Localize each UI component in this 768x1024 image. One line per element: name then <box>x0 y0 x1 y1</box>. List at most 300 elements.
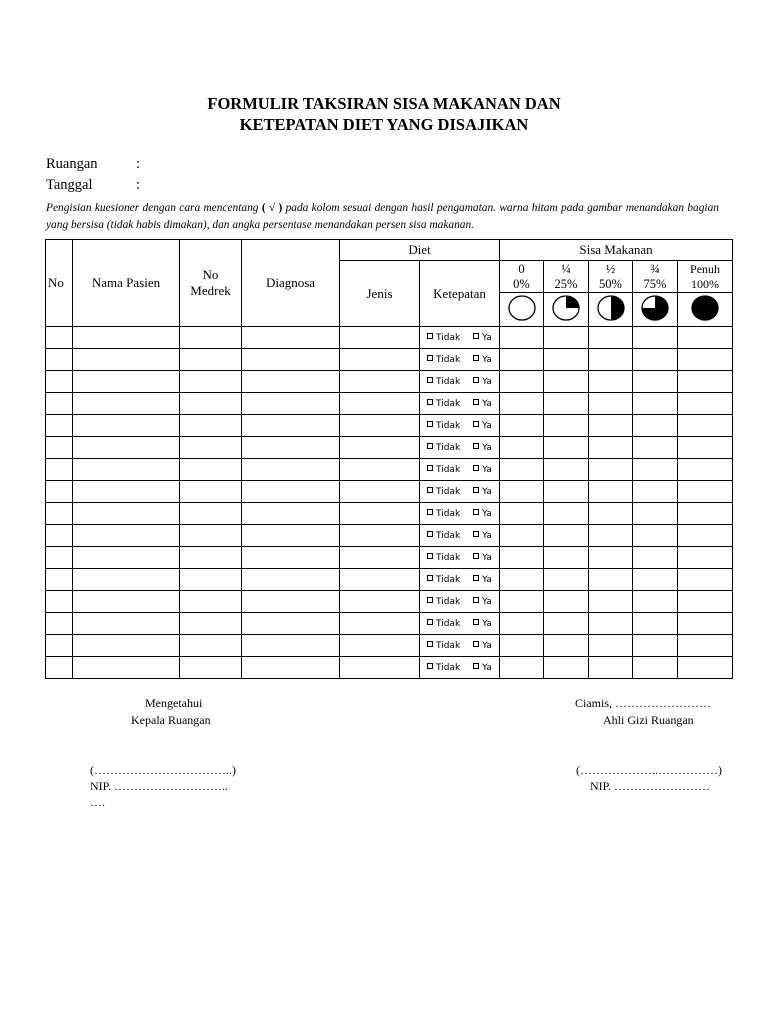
cell-sisa-50[interactable] <box>589 415 633 437</box>
tidak-checkbox[interactable] <box>427 465 433 471</box>
ya-label: Ya <box>482 552 492 563</box>
ya-checkbox[interactable] <box>473 465 479 471</box>
sisa-level-25: ¼ 25% <box>544 261 589 293</box>
table-row <box>46 547 733 569</box>
cell-no[interactable] <box>46 481 73 503</box>
cell-sisa-25[interactable] <box>544 481 589 503</box>
pie-50-cell <box>589 293 633 327</box>
cell-no[interactable] <box>46 635 73 657</box>
cell-no-medrek[interactable] <box>180 437 242 459</box>
cell-sisa-75[interactable] <box>633 349 678 371</box>
ya-checkbox[interactable] <box>473 641 479 647</box>
tidak-checkbox[interactable] <box>427 597 433 603</box>
table-row <box>46 525 733 547</box>
ya-checkbox[interactable] <box>473 531 479 537</box>
table-row <box>46 327 733 349</box>
ya-checkbox[interactable] <box>473 597 479 603</box>
cell-jenis[interactable] <box>340 657 420 679</box>
cell-sisa-100[interactable] <box>678 613 733 635</box>
cell-no[interactable] <box>46 371 73 393</box>
tidak-checkbox[interactable] <box>427 509 433 515</box>
cell-sisa-100[interactable] <box>678 371 733 393</box>
cell-diagnosa[interactable] <box>242 657 340 679</box>
cell-nama-pasien[interactable] <box>73 415 180 437</box>
pie-fill <box>611 296 624 320</box>
cell-no[interactable] <box>46 503 73 525</box>
header-diet: Diet <box>340 240 500 261</box>
cell-sisa-75[interactable] <box>633 525 678 547</box>
cell-sisa-25[interactable] <box>544 415 589 437</box>
cell-sisa-75[interactable] <box>633 393 678 415</box>
header-jenis: Jenis <box>340 261 420 327</box>
cell-sisa-25[interactable] <box>544 459 589 481</box>
cell-nama-pasien[interactable] <box>73 349 180 371</box>
tidak-checkbox[interactable] <box>427 531 433 537</box>
cell-nama-pasien[interactable] <box>73 547 180 569</box>
tanggal-colon: : <box>136 177 141 193</box>
pie-0-cell <box>500 293 544 327</box>
cell-sisa-0[interactable] <box>500 327 544 349</box>
cell-diagnosa[interactable] <box>242 481 340 503</box>
cell-sisa-25[interactable] <box>544 657 589 679</box>
header-no-medrek: No Medrek <box>180 240 242 327</box>
cell-sisa-75[interactable] <box>633 481 678 503</box>
cell-no-medrek[interactable] <box>180 371 242 393</box>
tidak-label: Tidak <box>436 618 461 629</box>
table-row <box>46 415 733 437</box>
header-nama-pasien: Nama Pasien <box>73 240 180 327</box>
cell-sisa-25[interactable] <box>544 635 589 657</box>
cell-sisa-0[interactable] <box>500 503 544 525</box>
ya-checkbox[interactable] <box>473 575 479 581</box>
ya-label: Ya <box>482 574 492 585</box>
ya-checkbox[interactable] <box>473 509 479 515</box>
cell-ketepatan <box>420 503 500 525</box>
pie-0-icon <box>506 294 538 322</box>
cell-no-medrek[interactable] <box>180 569 242 591</box>
cell-sisa-100[interactable] <box>678 415 733 437</box>
sisa-level-75: ¾ 75% <box>633 261 678 293</box>
cell-ketepatan <box>420 569 500 591</box>
cell-sisa-25[interactable] <box>544 503 589 525</box>
cell-sisa-75[interactable] <box>633 327 678 349</box>
cell-sisa-75[interactable] <box>633 437 678 459</box>
ya-label: Ya <box>482 508 492 519</box>
ya-label: Ya <box>482 596 492 607</box>
pie-75-cell <box>633 293 678 327</box>
cell-sisa-0[interactable] <box>500 349 544 371</box>
sisa-level-100: Penuh 100% <box>678 261 733 293</box>
pie-100-cell <box>678 293 733 327</box>
tidak-label: Tidak <box>436 486 461 497</box>
tidak-checkbox[interactable] <box>427 399 433 405</box>
table-row <box>46 613 733 635</box>
cell-sisa-50[interactable] <box>589 437 633 459</box>
tidak-checkbox[interactable] <box>427 641 433 647</box>
tidak-label: Tidak <box>436 508 461 519</box>
cell-sisa-100[interactable] <box>678 327 733 349</box>
cell-sisa-100[interactable] <box>678 569 733 591</box>
ya-checkbox[interactable] <box>473 333 479 339</box>
cell-nama-pasien[interactable] <box>73 459 180 481</box>
cell-sisa-50[interactable] <box>589 635 633 657</box>
cell-sisa-100[interactable] <box>678 437 733 459</box>
cell-sisa-75[interactable] <box>633 569 678 591</box>
cell-sisa-0[interactable] <box>500 525 544 547</box>
table-row <box>46 349 733 371</box>
header-diagnosa: Diagnosa <box>242 240 340 327</box>
tidak-label: Tidak <box>436 354 461 365</box>
tidak-label: Tidak <box>436 596 461 607</box>
cell-jenis[interactable] <box>340 415 420 437</box>
ya-checkbox[interactable] <box>473 355 479 361</box>
cell-sisa-75[interactable] <box>633 415 678 437</box>
ya-label: Ya <box>482 420 492 431</box>
cell-jenis[interactable] <box>340 327 420 349</box>
cell-nama-pasien[interactable] <box>73 635 180 657</box>
cell-nama-pasien[interactable] <box>73 591 180 613</box>
cell-no-medrek[interactable] <box>180 547 242 569</box>
cell-sisa-25[interactable] <box>544 569 589 591</box>
ya-checkbox[interactable] <box>473 443 479 449</box>
cell-no[interactable] <box>46 327 73 349</box>
cell-no-medrek[interactable] <box>180 613 242 635</box>
tidak-label: Tidak <box>436 552 461 563</box>
cell-jenis[interactable] <box>340 459 420 481</box>
tidak-label: Tidak <box>436 530 461 541</box>
cell-nama-pasien[interactable] <box>73 503 180 525</box>
right-sign-place-date: Ciamis, …………………… <box>575 696 712 710</box>
cell-sisa-75[interactable] <box>633 591 678 613</box>
ya-checkbox[interactable] <box>473 553 479 559</box>
cell-sisa-0[interactable] <box>500 415 544 437</box>
cell-diagnosa[interactable] <box>242 437 340 459</box>
sisa-level-50: ½ 50% <box>589 261 633 293</box>
right-sign-title: Ahli Gizi Ruangan <box>603 713 694 727</box>
cell-ketepatan <box>420 327 500 349</box>
cell-sisa-0[interactable] <box>500 371 544 393</box>
cell-sisa-100[interactable] <box>678 657 733 679</box>
tidak-label: Tidak <box>436 574 461 585</box>
cell-ketepatan <box>420 613 500 635</box>
cell-sisa-100[interactable] <box>678 635 733 657</box>
cell-diagnosa[interactable] <box>242 349 340 371</box>
cell-sisa-0[interactable] <box>500 437 544 459</box>
cell-no-medrek[interactable] <box>180 635 242 657</box>
cell-diagnosa[interactable] <box>242 459 340 481</box>
cell-no-medrek[interactable] <box>180 349 242 371</box>
cell-sisa-0[interactable] <box>500 657 544 679</box>
ya-label: Ya <box>482 530 492 541</box>
cell-sisa-0[interactable] <box>500 569 544 591</box>
ya-label: Ya <box>482 486 492 497</box>
cell-nama-pasien[interactable] <box>73 393 180 415</box>
ya-checkbox[interactable] <box>473 663 479 669</box>
header-ketepatan: Ketepatan <box>420 261 500 327</box>
tidak-checkbox[interactable] <box>427 575 433 581</box>
ya-label: Ya <box>482 640 492 651</box>
ya-checkbox[interactable] <box>473 421 479 427</box>
table-row <box>46 569 733 591</box>
cell-diagnosa[interactable] <box>242 371 340 393</box>
cell-no-medrek[interactable] <box>180 657 242 679</box>
cell-sisa-0[interactable] <box>500 613 544 635</box>
cell-sisa-25[interactable] <box>544 371 589 393</box>
cell-jenis[interactable] <box>340 635 420 657</box>
ya-label: Ya <box>482 398 492 409</box>
table-row <box>46 459 733 481</box>
cell-nama-pasien[interactable] <box>73 657 180 679</box>
cell-sisa-25[interactable] <box>544 547 589 569</box>
tidak-label: Tidak <box>436 398 461 409</box>
cell-sisa-25[interactable] <box>544 327 589 349</box>
cell-diagnosa[interactable] <box>242 569 340 591</box>
cell-sisa-50[interactable] <box>589 371 633 393</box>
cell-sisa-0[interactable] <box>500 547 544 569</box>
cell-nama-pasien[interactable] <box>73 437 180 459</box>
sisa-level-0: 0 0% <box>500 261 544 293</box>
cell-nama-pasien[interactable] <box>73 525 180 547</box>
cell-diagnosa[interactable] <box>242 591 340 613</box>
tidak-label: Tidak <box>436 332 461 343</box>
cell-ketepatan <box>420 371 500 393</box>
cell-ketepatan <box>420 481 500 503</box>
ruangan-colon: : <box>136 156 141 172</box>
cell-diagnosa[interactable] <box>242 635 340 657</box>
tidak-checkbox[interactable] <box>427 443 433 449</box>
cell-sisa-100[interactable] <box>678 591 733 613</box>
cell-sisa-100[interactable] <box>678 459 733 481</box>
table-row <box>46 437 733 459</box>
cell-no-medrek[interactable] <box>180 591 242 613</box>
ya-label: Ya <box>482 464 492 475</box>
cell-sisa-75[interactable] <box>633 635 678 657</box>
tidak-label: Tidak <box>436 640 461 651</box>
cell-ketepatan <box>420 437 500 459</box>
tidak-label: Tidak <box>436 662 461 673</box>
cell-ketepatan <box>420 591 500 613</box>
tidak-checkbox[interactable] <box>427 377 433 383</box>
cell-sisa-100[interactable] <box>678 481 733 503</box>
ya-checkbox[interactable] <box>473 487 479 493</box>
header-sisa-makanan: Sisa Makanan <box>500 240 733 261</box>
table-row <box>46 591 733 613</box>
cell-no[interactable] <box>46 437 73 459</box>
left-sign-line1: Mengetahui <box>145 696 203 710</box>
tidak-checkbox[interactable] <box>427 355 433 361</box>
food-waste-table <box>45 239 733 679</box>
tidak-label: Tidak <box>436 376 461 387</box>
ruangan-label: Ruangan <box>46 156 98 172</box>
right-sign-name: (………………..……………) <box>576 763 722 777</box>
tidak-checkbox[interactable] <box>427 333 433 339</box>
left-sign-nip-cont: …. <box>90 795 105 809</box>
cell-sisa-50[interactable] <box>589 503 633 525</box>
cell-jenis[interactable] <box>340 569 420 591</box>
tidak-checkbox[interactable] <box>427 553 433 559</box>
cell-sisa-0[interactable] <box>500 459 544 481</box>
cell-sisa-25[interactable] <box>544 349 589 371</box>
cell-ketepatan <box>420 349 500 371</box>
table-row <box>46 657 733 679</box>
cell-no[interactable] <box>46 591 73 613</box>
ya-label: Ya <box>482 354 492 365</box>
cell-diagnosa[interactable] <box>242 525 340 547</box>
cell-sisa-75[interactable] <box>633 503 678 525</box>
cell-sisa-100[interactable] <box>678 503 733 525</box>
form-title-line1: FORMULIR TAKSIRAN SISA MAKANAN DAN <box>207 94 561 113</box>
tanggal-label: Tanggal <box>46 177 93 193</box>
cell-jenis[interactable] <box>340 393 420 415</box>
cell-no-medrek[interactable] <box>180 393 242 415</box>
cell-sisa-75[interactable] <box>633 613 678 635</box>
cell-sisa-75[interactable] <box>633 459 678 481</box>
cell-no-medrek[interactable] <box>180 525 242 547</box>
cell-ketepatan <box>420 657 500 679</box>
pie-25-icon <box>550 294 582 322</box>
cell-sisa-75[interactable] <box>633 547 678 569</box>
checkmark-symbol: ( √ ) <box>261 202 283 214</box>
cell-no[interactable] <box>46 393 73 415</box>
cell-sisa-100[interactable] <box>678 393 733 415</box>
cell-sisa-50[interactable] <box>589 591 633 613</box>
cell-ketepatan <box>420 415 500 437</box>
tidak-checkbox[interactable] <box>427 487 433 493</box>
table-row <box>46 393 733 415</box>
cell-no[interactable] <box>46 569 73 591</box>
cell-no[interactable] <box>46 613 73 635</box>
cell-sisa-50[interactable] <box>589 547 633 569</box>
cell-sisa-50[interactable] <box>589 393 633 415</box>
cell-sisa-75[interactable] <box>633 371 678 393</box>
form-title-line2: KETEPATAN DIET YANG DISAJIKAN <box>239 115 529 134</box>
pie-25-cell <box>544 293 589 327</box>
tidak-checkbox[interactable] <box>427 421 433 427</box>
cell-diagnosa[interactable] <box>242 415 340 437</box>
ya-checkbox[interactable] <box>473 399 479 405</box>
cell-sisa-25[interactable] <box>544 393 589 415</box>
cell-jenis[interactable] <box>340 613 420 635</box>
tidak-checkbox[interactable] <box>427 663 433 669</box>
cell-no[interactable] <box>46 415 73 437</box>
cell-sisa-25[interactable] <box>544 613 589 635</box>
cell-sisa-50[interactable] <box>589 525 633 547</box>
cell-ketepatan <box>420 635 500 657</box>
cell-jenis[interactable] <box>340 349 420 371</box>
cell-sisa-0[interactable] <box>500 591 544 613</box>
cell-sisa-0[interactable] <box>500 635 544 657</box>
cell-no-medrek[interactable] <box>180 503 242 525</box>
cell-sisa-50[interactable] <box>589 459 633 481</box>
cell-ketepatan <box>420 525 500 547</box>
cell-sisa-25[interactable] <box>544 525 589 547</box>
table-row <box>46 481 733 503</box>
cell-sisa-50[interactable] <box>589 349 633 371</box>
instruction-text: Pengisian kuesioner dengan cara mencentang ( √ ) pada kolom sesuai dengan hasil pengamatan. warna hitam pada gambar menandakan bagian yang bersisa (tidak habis dimakan), dan angka persentase menandakan persen sisa makanan. <box>46 202 719 231</box>
cell-sisa-50[interactable] <box>589 327 633 349</box>
cell-no-medrek[interactable] <box>180 481 242 503</box>
cell-sisa-100[interactable] <box>678 547 733 569</box>
tidak-label: Tidak <box>436 464 461 475</box>
pie-outline <box>692 296 718 320</box>
tidak-checkbox[interactable] <box>427 619 433 625</box>
right-sign-nip: NIP. …………………… <box>590 779 711 793</box>
table-row <box>46 371 733 393</box>
ya-checkbox[interactable] <box>473 377 479 383</box>
cell-no[interactable] <box>46 349 73 371</box>
cell-jenis[interactable] <box>340 525 420 547</box>
cell-diagnosa[interactable] <box>242 327 340 349</box>
cell-sisa-50[interactable] <box>589 569 633 591</box>
cell-jenis[interactable] <box>340 371 420 393</box>
pie-outline <box>509 296 535 320</box>
ya-label: Ya <box>482 332 492 343</box>
cell-sisa-50[interactable] <box>589 657 633 679</box>
cell-sisa-100[interactable] <box>678 525 733 547</box>
cell-sisa-0[interactable] <box>500 481 544 503</box>
cell-sisa-100[interactable] <box>678 349 733 371</box>
table-row <box>46 635 733 657</box>
ya-label: Ya <box>482 376 492 387</box>
cell-nama-pasien[interactable] <box>73 371 180 393</box>
cell-diagnosa[interactable] <box>242 613 340 635</box>
cell-no-medrek[interactable] <box>180 415 242 437</box>
tidak-label: Tidak <box>436 420 461 431</box>
cell-ketepatan <box>420 547 500 569</box>
ya-checkbox[interactable] <box>473 619 479 625</box>
pie-75-icon <box>639 294 671 322</box>
left-sign-name: (……………………………..) <box>90 763 236 777</box>
cell-jenis[interactable] <box>340 547 420 569</box>
cell-no-medrek[interactable] <box>180 459 242 481</box>
cell-jenis[interactable] <box>340 591 420 613</box>
cell-nama-pasien[interactable] <box>73 481 180 503</box>
cell-no[interactable] <box>46 525 73 547</box>
table-body <box>46 327 733 679</box>
header-no: No <box>46 240 73 327</box>
cell-sisa-0[interactable] <box>500 393 544 415</box>
ya-label: Ya <box>482 442 492 453</box>
ya-label: Ya <box>482 618 492 629</box>
cell-no[interactable] <box>46 547 73 569</box>
ya-label: Ya <box>482 662 492 673</box>
cell-no[interactable] <box>46 459 73 481</box>
cell-no[interactable] <box>46 657 73 679</box>
cell-sisa-50[interactable] <box>589 481 633 503</box>
cell-sisa-50[interactable] <box>589 613 633 635</box>
cell-sisa-25[interactable] <box>544 437 589 459</box>
cell-ketepatan <box>420 459 500 481</box>
cell-diagnosa[interactable] <box>242 393 340 415</box>
cell-no-medrek[interactable] <box>180 327 242 349</box>
cell-diagnosa[interactable] <box>242 547 340 569</box>
tidak-label: Tidak <box>436 442 461 453</box>
cell-jenis[interactable] <box>340 437 420 459</box>
cell-diagnosa[interactable] <box>242 503 340 525</box>
cell-nama-pasien[interactable] <box>73 613 180 635</box>
cell-nama-pasien[interactable] <box>73 327 180 349</box>
left-sign-title: Kepala Ruangan <box>131 713 211 727</box>
cell-jenis[interactable] <box>340 481 420 503</box>
pie-100-icon <box>689 294 721 322</box>
cell-sisa-75[interactable] <box>633 657 678 679</box>
tanggal-field <box>46 177 141 194</box>
cell-jenis[interactable] <box>340 503 420 525</box>
cell-ketepatan <box>420 393 500 415</box>
pie-50-icon <box>595 294 627 322</box>
cell-nama-pasien[interactable] <box>73 569 180 591</box>
cell-sisa-25[interactable] <box>544 591 589 613</box>
